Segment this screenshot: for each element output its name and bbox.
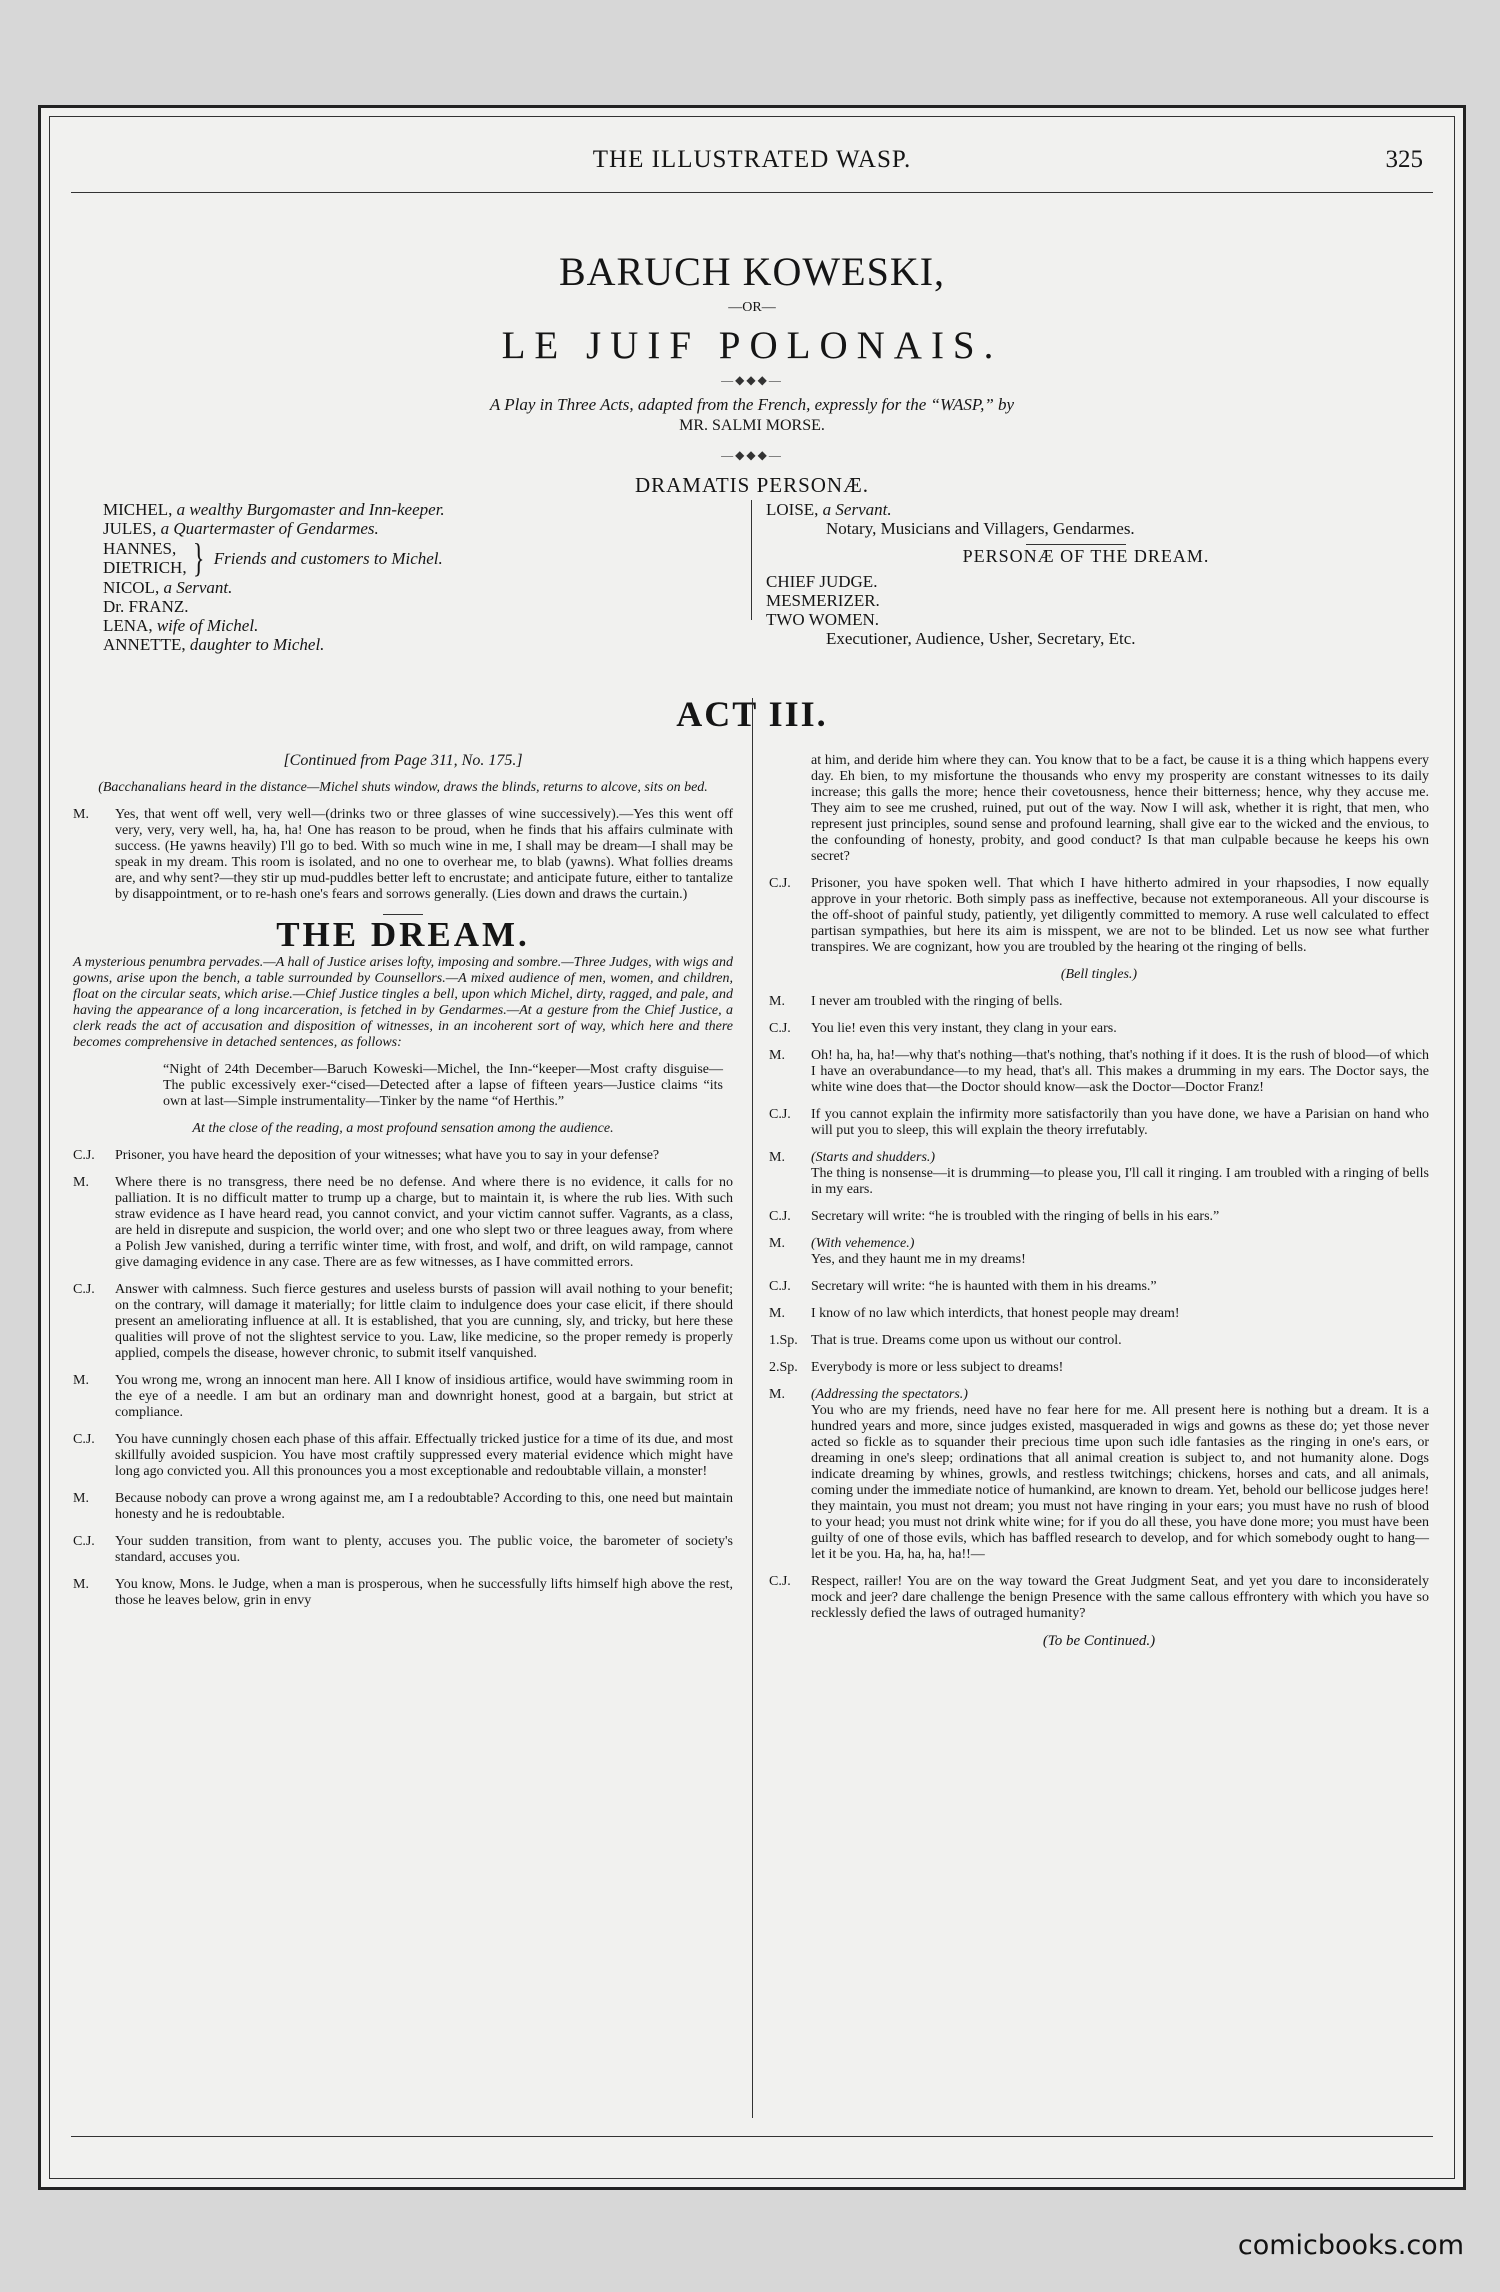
to-be-continued: (To be Continued.) [1042, 1633, 1156, 1649]
speech: C.J. Your sudden transition, from want to plenty, accuses you. The public voice, the barometer of society's standard, accuses you. [73, 1534, 733, 1565]
cast-list-right: LOISE, a Servant. Notary, Musicians and Villagers, Gendarmes. PERSONÆ OF THE DREAM. CHIEF JUDGE. MESMERIZER. TWO WOMEN. Executioner, Audience, Usher, Secretary, Etc. [766, 500, 1406, 648]
running-header: THE ILLUSTRATED WASP. [592, 146, 912, 173]
stage-direction: (Bell tingles.) [1060, 967, 1138, 982]
play-alt-title: LE JUIF POLONAIS. [501, 324, 1003, 367]
speech: C.J. Prisoner, you have heard the deposition of your witnesses; what have you to say in your defense? [73, 1148, 660, 1163]
accusation-quote: “Night of 24th December—Baruch Koweski—Michel, the Inn-“keeper—Most crafty disguise—The public excessively exer-“cised—Detected after a lapse of fifteen years—Justice claims “its own at last—Simple instrumentality—Tinker by the name “of Herthis.” [163, 1062, 723, 1109]
watermark: comicbooks.com [1237, 2230, 1464, 2261]
speech: M. (Addressing the spectators.) You who are my friends, need have no fear here for me. All present here is nothing but a dream. It is a hundred years and more, since judges existed, masqueraded in wigs and gowns as these do; yet those never acted so fickle as to squander their precious time upon such idle fantasies as the ringing in one's ears, or dreaming in one's sleep; ordinations that all animal creation is subject to, and not humanity alone. Dogs indicate dreaming by whines, growls, and restless twitchings; chickens, horses and cats, and all animals, coming under the immediate notice of humankind, are known to dream. Yet, behold our bellicose judges here! they maintain, you must not dream; you must not have ringing in your ears; you must have no rush of blood to your head; you must not drink white wine; for if you do all these, you have done more; you must have been guilty of one of those evils, which has baffled research to develop, and for which somebody ought to hang—let it be you. Ha, ha, ha, ha!!— [769, 1387, 1429, 1562]
dream-title: THE DREAM. [276, 915, 530, 954]
left-column [73, 753, 733, 1620]
speech: M. Because nobody can prove a wrong against me, am I a redoubtable? According to this, one need but maintain honesty and he is redoubtable. [73, 1491, 733, 1522]
cast-divider [751, 500, 752, 620]
speech: M. You know, Mons. le Judge, when a man is prosperous, when he successfully lifts himself high above the rest, those he leaves below, grin in envy [73, 1577, 733, 1608]
continued-note: [Continued from Page 311, No. 175.] [283, 752, 523, 769]
ornament: —◆◆◆— [721, 448, 783, 462]
dramatis-heading: DRAMATIS PERSONÆ. [634, 473, 870, 497]
author: MR. SALMI MORSE. [679, 417, 825, 434]
stage-direction: (Bacchanalians heard in the distance—Michel shuts window, draws the blinds, returns to alcove, sits on bed. [98, 780, 708, 795]
speech: 2.Sp. Everybody is more or less subject to dreams! [769, 1360, 1064, 1375]
right-column [769, 753, 1429, 1660]
play-title: BARUCH KOWESKI, [558, 249, 946, 294]
dream-stage-direction: A mysterious penumbra pervades.—A hall of Justice arises lofty, imposing and sombre.—Three Judges, with wigs and gowns, arise upon the bench, a table surrounded by Counsellors.—A mixed audience of men, women, and children, float on the circular seats, which arise.—Chief Justice tingles a bell, upon which Michel, dirty, ragged, and pale, and having the appearance of a long incarceration, is fetched in by Gendarmes.—At a gesture from the Chief Justice, a clerk reads the act of accusation and disposition of witnesses, in an incoherent sort of way, which here and there becomes comprehensive in detached sentences, as follows: [73, 955, 733, 1050]
speech: M. (Starts and shudders.) The thing is nonsense—it is drumming—to please you, I'll call it ringing. I am troubled with a ringing of bells in my ears. [769, 1150, 1429, 1197]
column-rule [752, 698, 753, 2118]
speech: M. (With vehemence.) Yes, and they haunt me in my dreams! [769, 1236, 1026, 1267]
speech: M. Yes, that went off well, very well—(drinks two or three glasses of wine successively).—Yes this went off very, very, very well, ha, ha, ha! One has reason to be proud, when he finds that his affairs culminate with success. (He yawns heavily) I'll go to bed. With so much wine in me, I shall may be dream—I shall may be speak in my dream. This room is isolated, and no one to overhear me, to blab (yawns). What follies dreams are, and why sent?—they stir up mud-puddles better left to encrustate; and anticipate future, either to tantalize by disappointment, or to re-hash one's fears and sorrows generally. (Lies down and draws the curtain.) [73, 807, 733, 902]
dream-personae-heading: PERSONÆ OF THE DREAM. [962, 546, 1210, 566]
header-rule [71, 192, 1433, 193]
speech: C.J. Answer with calmness. Such fierce gestures and useless bursts of passion will avail nothing to your benefit; on the contrary, will damage it materially; for little claim to indulgence does your case elicit, if there should present an ameliorating influence at all. It is established, that you are cunning, sly, and tricky, but here these qualities will prove of not the slightest service to you. Law, like medicine, so the proper remedy is properly applied, compels the disease, however chronic, to submit itself vanquished. [73, 1282, 733, 1361]
speech: C.J. Secretary will write: “he is haunted with them in his dreams.” [769, 1279, 1157, 1294]
page [38, 105, 1466, 2190]
page-number: 325 [1385, 146, 1423, 173]
speech: C.J. Respect, railler! You are on the way toward the Great Judgment Seat, and yet you dare to inconsiderately mock and jeer? dare challenge the benign Presence with the same callous effrontery with which you have so recklessly defied the laws of outraged humanity? [769, 1574, 1429, 1621]
speech: C.J. Secretary will write: “he is troubled with the ringing of bells in his ears.” [769, 1209, 1220, 1224]
speech-continued: at him, and deride him where they can. You know that to be a fact, be cause it is a thing which happens every day. Eh bien, to my misfortune the thousands who envy my prosperity are constant witnesses to its daily increase; this galls the more; hence their covetousness, hence their bitterness; hence, why they accuse me. They aim to see me crushed, ruined, put out of the way. Now I will ask, whether it is right, that men, who represent just principles, sound sense and profound learning, shall give ear to the wicked and the envious, to the confounding of honesty, probity, and good conduct? Is that man culpable because he keeps his own secret? [811, 753, 1429, 864]
play-subtitle: A Play in Three Acts, adapted from the French, expressly for the “WASP,” by [489, 395, 1015, 414]
brace-icon: } [192, 535, 204, 580]
speech: C.J. You have cunningly chosen each phase of this affair. Effectually tricked justice for a time of its due, and most skillfully avoided suspicion. You have most craftily suppressed every material evidence which might have long ago convicted you. All this pronounces you a most exceptionable and redoubtable villain, a monster! [73, 1432, 733, 1479]
speech: M. I never am troubled with the ringing of bells. [769, 994, 1063, 1009]
stage-direction: At the close of the reading, a most profound sensation among the audience. [192, 1121, 614, 1136]
speech: C.J. Prisoner, you have spoken well. That which I have hitherto admired in your rhapsodies, I now equally approve in your rhetoric. Both simply pass as ineffective, because not extemporaneous. All your discourse is the off-shoot of painful study, patiently, yet diligently committed to memory. A ruse well calculated to effect partisan sympathies, but here its aim is misspent, we are not to be blinded. Let us now see what further transpires. We are cognizant, how you are troubled by the hearing ot the ringing of bells. [769, 876, 1429, 955]
footer-rule [71, 2136, 1433, 2137]
speech: M. Where there is no transgress, there need be no defense. And where there is no evidence, it calls for no palliation. It is no difficult matter to trump up a charge, but to maintain it, is where the rub lies. With such straw evidence as I have heard read, you cannot convict, and your victim cannot suffer. Vagrants, as a class, are held in disrepute and suspicion, the world over; and one who slept two or three leagues away, from where a Polish Jew vanished, during a terrific winter time, with frost, and wolf, and drift, on wild rampage, cannot give damaging evidence in any case. There are as few witnesses, as I have committed errors. [73, 1175, 733, 1270]
cast-list-left: MICHEL, a wealthy Burgomaster and Inn-keeper. JULES, a Quartermaster of Gendarmes. HANNES, DIETRICH, } Friends and customers to Michel. NICOL, a Servant. Dr. FRANZ. LENA, wife of Michel. ANNETTE, daughter to Michel. [103, 500, 743, 654]
speech: M. Oh! ha, ha, ha!—why that's nothing—that's nothing, that's nothing if it does. It is the rush of blood—of which I have an overabundance—to my head, that's all. This makes a drumming in my ears. The Doctor says, the white wine does that—the Doctor should know—ask the Doctor—Doctor Franz! [769, 1048, 1429, 1095]
ornament: —◆◆◆— [721, 373, 783, 387]
title-or: —OR— [728, 300, 776, 315]
speech: M. You wrong me, wrong an innocent man here. All I know of insidious artifice, would have swimming room in the eye of a needle. I am but an ordinary man and downright honest, good at a bargain, but strict at compliance. [73, 1373, 733, 1420]
speech: M. I know of no law which interdicts, that honest people may dream! [769, 1306, 1180, 1321]
speech: C.J. If you cannot explain the infirmity more satisfactorily than you have done, we have a Parisian on hand who will put you to sleep, this will explain the theory irrefutably. [769, 1107, 1429, 1138]
speech: 1.Sp. That is true. Dreams come upon us without our control. [769, 1333, 1122, 1348]
friends-group: HANNES, DIETRICH, } Friends and customers to Michel. [103, 535, 443, 580]
speech: C.J. You lie! even this very instant, they clang in your ears. [769, 1021, 1117, 1036]
act-heading: ACT III. [676, 694, 828, 734]
